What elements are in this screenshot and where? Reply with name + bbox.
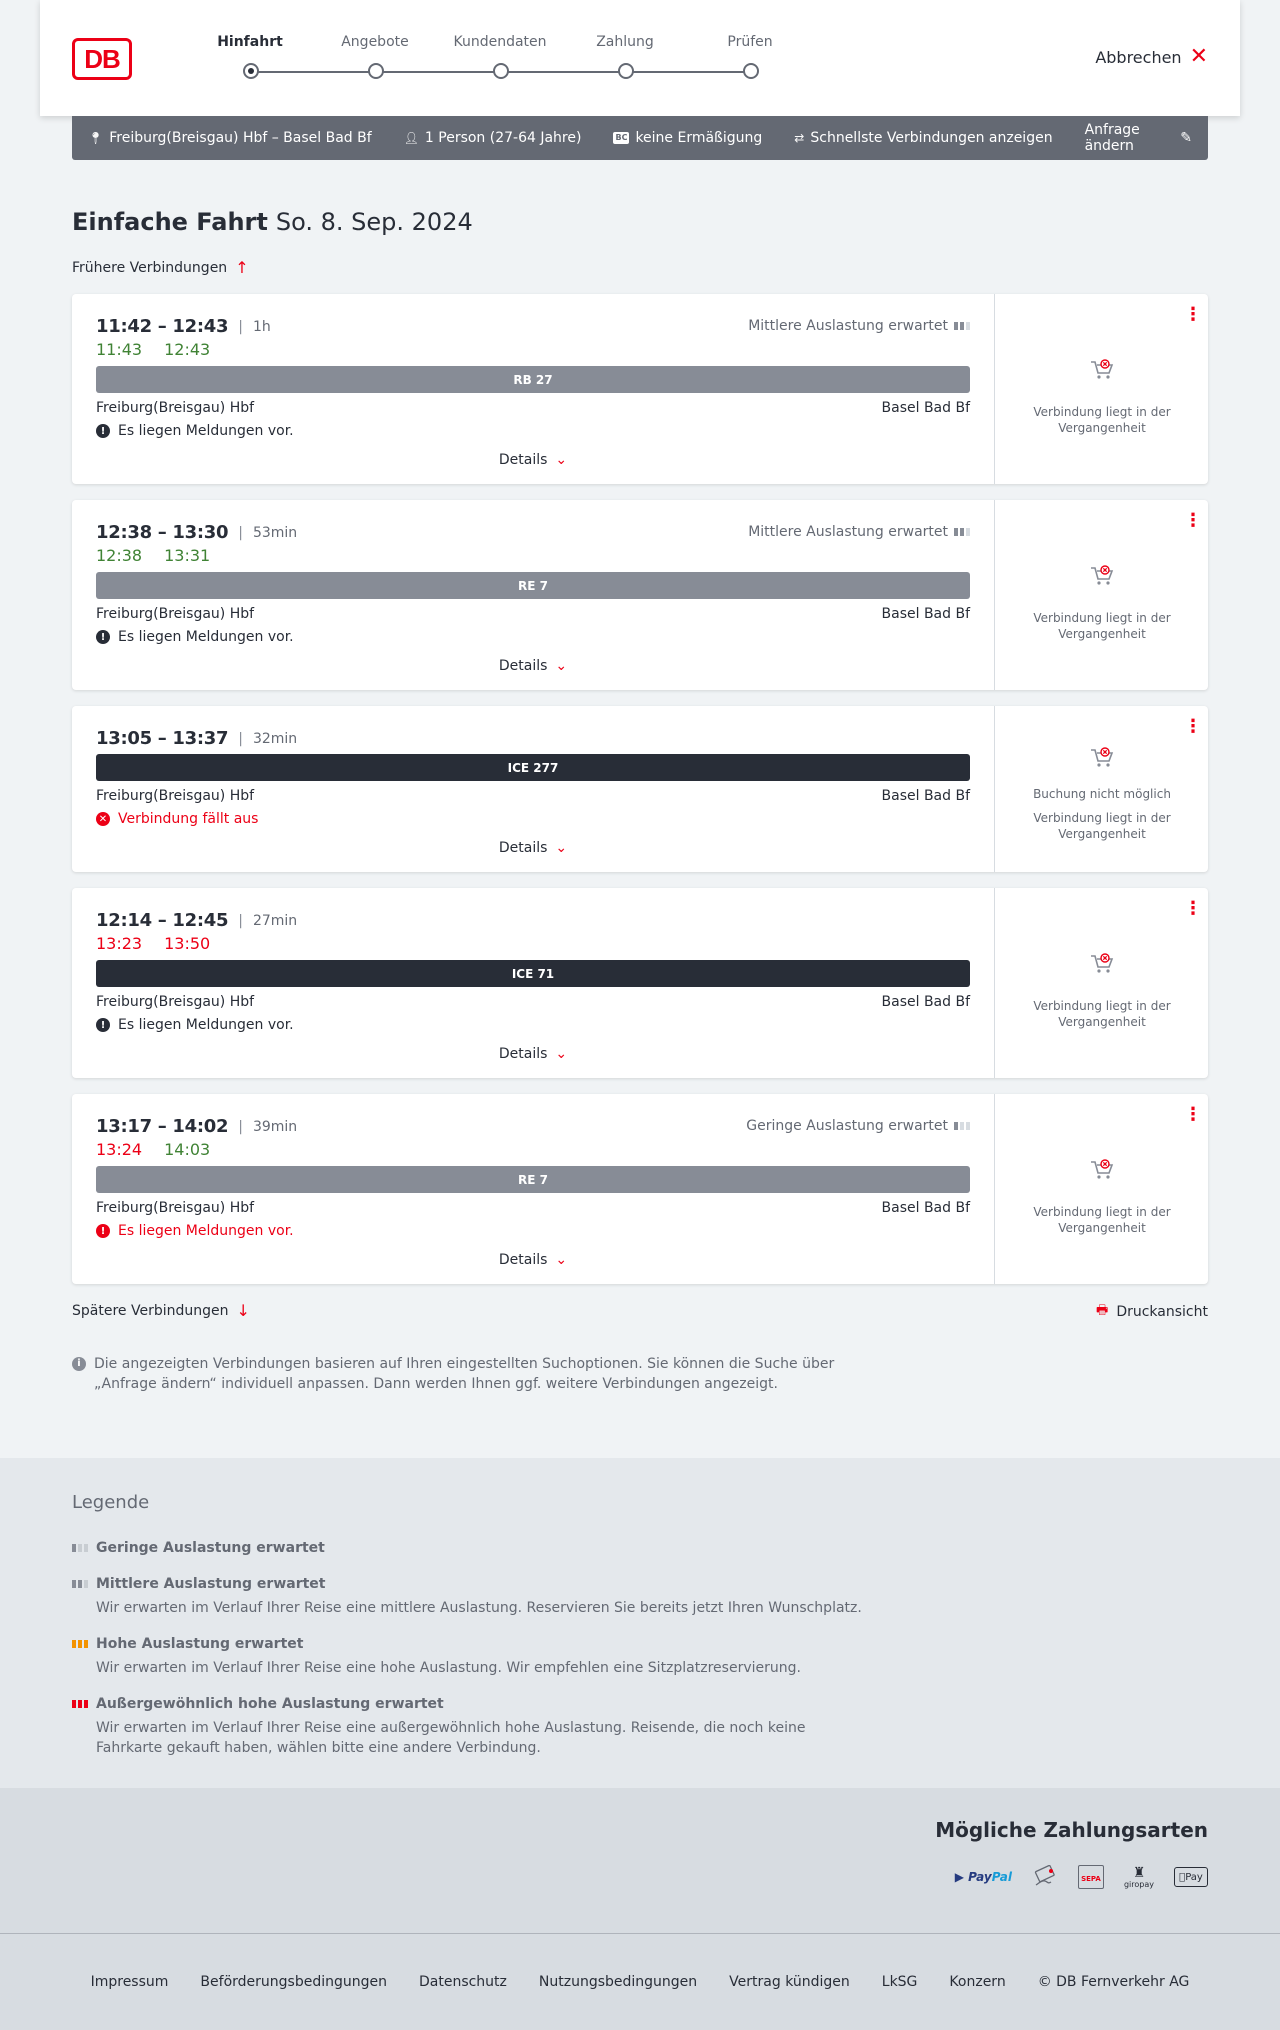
giropay-text: giropay bbox=[1123, 1879, 1154, 1889]
trip-type: Einfache Fahrt bbox=[72, 208, 268, 236]
details-label: Details bbox=[498, 1046, 548, 1062]
step-angebote bbox=[325, 34, 425, 54]
realtime-times bbox=[96, 340, 232, 359]
realtime-arrival: 12:43 bbox=[164, 340, 211, 359]
planned-times bbox=[96, 1116, 297, 1137]
departure-station: Freiburg(Breisgau) Hbf bbox=[96, 606, 255, 622]
arrival-station: Basel Bad Bf bbox=[881, 400, 970, 416]
change-request-label: Anfrage ändern bbox=[1084, 122, 1140, 154]
payment-methods-section bbox=[0, 1788, 1280, 1933]
giropay-icon: ♜ giropay bbox=[1123, 1864, 1154, 1889]
paypal-text-a: Pay bbox=[968, 1870, 992, 1884]
credit-card-icon bbox=[1032, 1864, 1058, 1890]
footer-link-impressum[interactable]: Impressum bbox=[90, 1974, 169, 1990]
booking-status-text: Verbindung liegt in der Vergangenheit bbox=[1033, 405, 1171, 435]
legend-item-medium bbox=[72, 1576, 872, 1618]
realtime-times bbox=[96, 1140, 232, 1159]
db-logo[interactable]: DB bbox=[72, 38, 132, 80]
exclamation-icon: ! bbox=[96, 630, 110, 644]
close-icon: ✕ bbox=[1189, 44, 1208, 69]
planned-times bbox=[96, 910, 297, 931]
footer-link-lksg[interactable]: LkSG bbox=[881, 1974, 918, 1990]
info-text: Die angezeigten Verbindungen basieren auf Ihren eingestellten Suchoptionen. Sie können die Suche über „Anfrage ändern“ individuell anpassen. Dann werden Ihnen ggf. weitere Verbindungen angezeigt. bbox=[94, 1356, 835, 1392]
step-dot bbox=[368, 63, 384, 79]
occupancy-very-high-icon bbox=[72, 1700, 88, 1708]
legend-item-title: Geringe Auslastung erwartet bbox=[96, 1540, 325, 1556]
realtime-times bbox=[96, 934, 232, 953]
progress-steps bbox=[210, 34, 790, 84]
step-label: Kundendaten bbox=[453, 34, 547, 50]
separator: | bbox=[238, 730, 243, 747]
connection-main bbox=[72, 500, 994, 690]
legend-item-desc: Wir erwarten im Verlauf Ihrer Reise eine mittlere Auslastung. Reservieren Sie bereits jetzt Ihren Wunschplatz. bbox=[96, 1600, 862, 1616]
booking-panel bbox=[994, 294, 1208, 484]
departure-station: Freiburg(Breisgau) Hbf bbox=[96, 994, 255, 1010]
booking-status bbox=[995, 356, 1209, 436]
apple-pay-icon bbox=[1174, 1867, 1208, 1887]
step-label: Angebote bbox=[341, 34, 409, 50]
more-options-icon[interactable]: ⋮ bbox=[1184, 716, 1202, 737]
occupancy-text: Mittlere Auslastung erwartet bbox=[748, 318, 948, 334]
arrow-up-icon: ↑ bbox=[235, 258, 249, 277]
planned-time-range: 13:17 – 14:02 bbox=[96, 1116, 229, 1137]
footer-link-konzern[interactable]: Konzern bbox=[949, 1974, 1006, 1990]
passenger-text: 1 Person (27-64 Jahre) bbox=[424, 130, 582, 146]
arrival-station: Basel Bad Bf bbox=[881, 1200, 970, 1216]
stations bbox=[96, 400, 970, 416]
stations bbox=[96, 606, 970, 622]
more-options-icon[interactable]: ⋮ bbox=[1184, 1104, 1202, 1125]
sepa-text: SEPA bbox=[1081, 1874, 1101, 1883]
connection-message bbox=[96, 1017, 294, 1033]
connection-message bbox=[96, 629, 294, 645]
booking-panel bbox=[994, 500, 1208, 690]
details-label: Details bbox=[498, 658, 548, 674]
planned-times bbox=[96, 728, 297, 749]
fastest-text: Schnellste Verbindungen anzeigen bbox=[810, 130, 1053, 146]
chevron-down-icon: ⌄ bbox=[555, 1252, 568, 1268]
train-name: ICE 71 bbox=[511, 966, 555, 981]
legend-item-very-high bbox=[72, 1696, 872, 1758]
trip-date: So. 8. Sep. 2024 bbox=[275, 208, 473, 236]
change-request-button[interactable] bbox=[1085, 122, 1192, 154]
train-bar[interactable] bbox=[96, 960, 970, 987]
booking-status bbox=[995, 950, 1209, 1030]
info-icon: i bbox=[72, 1357, 86, 1371]
train-bar[interactable] bbox=[96, 572, 970, 599]
earlier-connections-link[interactable] bbox=[72, 258, 249, 277]
booking-status-text: Verbindung liegt in der Vergangenheit bbox=[1033, 611, 1171, 641]
booking-status bbox=[995, 562, 1209, 642]
paypal-text-b: Pal bbox=[991, 1870, 1012, 1884]
legend-item-title: Hohe Auslastung erwartet bbox=[96, 1636, 304, 1652]
connection-message bbox=[96, 423, 294, 439]
train-bar[interactable] bbox=[96, 366, 970, 393]
search-summary-bar bbox=[72, 116, 1208, 160]
legend-section bbox=[0, 1458, 1280, 1788]
details-toggle[interactable] bbox=[72, 452, 994, 468]
footer-link-befoerderungsbedingungen[interactable]: Beförderungsbedingungen bbox=[200, 1974, 387, 1990]
connection-card[interactable] bbox=[72, 706, 1208, 872]
booking-panel bbox=[994, 706, 1208, 872]
more-options-icon[interactable]: ⋮ bbox=[1184, 898, 1202, 919]
chevron-down-icon: ⌄ bbox=[555, 1046, 568, 1062]
more-options-icon[interactable]: ⋮ bbox=[1184, 510, 1202, 531]
details-label: Details bbox=[498, 1252, 548, 1268]
cancel-button[interactable] bbox=[1095, 46, 1208, 68]
booking-panel bbox=[994, 888, 1208, 1078]
connection-card[interactable] bbox=[72, 888, 1208, 1078]
booking-status-text: Verbindung liegt in der Vergangenheit bbox=[1033, 1205, 1171, 1235]
swap-arrows-icon: ⇄ bbox=[794, 131, 805, 145]
printer-icon: 🖶︎ bbox=[1096, 1303, 1109, 1318]
page-title bbox=[72, 208, 473, 236]
step-label: Zahlung bbox=[596, 34, 654, 50]
planned-times bbox=[96, 316, 271, 337]
booking-status-text: Verbindung liegt in der Vergangenheit bbox=[1033, 811, 1171, 841]
payment-icons bbox=[955, 1862, 1208, 1892]
occupancy-medium-icon bbox=[72, 1580, 88, 1588]
message-text: Es liegen Meldungen vor. bbox=[118, 1017, 294, 1033]
copyright: © DB Fernverkehr AG bbox=[1037, 1974, 1190, 1990]
occupancy-text: Mittlere Auslastung erwartet bbox=[748, 524, 948, 540]
realtime-arrival: 13:31 bbox=[164, 546, 211, 565]
footer-link-vertrag-kuendigen[interactable]: Vertrag kündigen bbox=[729, 1974, 850, 1990]
search-info-note bbox=[72, 1354, 852, 1394]
message-text: Es liegen Meldungen vor. bbox=[118, 423, 294, 439]
realtime-times bbox=[96, 546, 232, 565]
legend-item-title: Außergewöhnlich hohe Auslastung erwartet bbox=[96, 1696, 444, 1712]
route-summary bbox=[88, 130, 372, 146]
planned-time-range: 13:05 – 13:37 bbox=[96, 728, 229, 749]
connection-main bbox=[72, 888, 994, 1078]
step-hinfahrt bbox=[200, 34, 300, 54]
cart-unavailable-icon bbox=[1088, 744, 1116, 772]
arrival-station: Basel Bad Bf bbox=[881, 994, 970, 1010]
details-label: Details bbox=[498, 452, 548, 468]
realtime-departure: 12:38 bbox=[96, 546, 143, 565]
cancel-label: Abbrechen bbox=[1095, 47, 1182, 67]
connection-main bbox=[72, 706, 994, 872]
arrival-station: Basel Bad Bf bbox=[881, 606, 970, 622]
message-text: Verbindung fällt aus bbox=[118, 811, 259, 827]
cart-unavailable-icon bbox=[1088, 950, 1116, 978]
occupancy-low-icon bbox=[954, 1122, 970, 1130]
passenger-summary bbox=[404, 130, 582, 146]
details-toggle[interactable] bbox=[72, 658, 994, 674]
discount-text: keine Ermäßigung bbox=[635, 130, 763, 146]
connection-card[interactable] bbox=[72, 500, 1208, 690]
booking-status-text: Verbindung liegt in der Vergangenheit bbox=[1033, 999, 1171, 1029]
departure-station: Freiburg(Breisgau) Hbf bbox=[96, 1200, 255, 1216]
train-name: RE 7 bbox=[518, 1172, 548, 1187]
departure-station: Freiburg(Breisgau) Hbf bbox=[96, 400, 255, 416]
exclamation-icon: ! bbox=[96, 1018, 110, 1032]
occupancy-medium-icon bbox=[954, 528, 970, 536]
booking-status bbox=[995, 1156, 1209, 1236]
occupancy-text: Geringe Auslastung erwartet bbox=[746, 1118, 948, 1134]
planned-time-range: 11:42 – 12:43 bbox=[96, 316, 229, 337]
legend-title: Legende bbox=[72, 1492, 150, 1513]
paypal-icon: ▶ Pay Pal bbox=[954, 1870, 1012, 1884]
footer-link-nutzungsbedingungen[interactable]: Nutzungsbedingungen bbox=[538, 1974, 698, 1990]
print-view-link[interactable] bbox=[1096, 1301, 1208, 1323]
chevron-down-icon: ⌄ bbox=[555, 452, 568, 468]
occupancy-high-icon bbox=[72, 1640, 88, 1648]
cart-unavailable-icon bbox=[1088, 1156, 1116, 1184]
planned-time-range: 12:14 – 12:45 bbox=[96, 910, 229, 931]
message-text: Es liegen Meldungen vor. bbox=[118, 629, 294, 645]
duration: 53min bbox=[252, 524, 298, 541]
realtime-departure: 13:24 bbox=[96, 1140, 143, 1159]
occupancy-info bbox=[746, 1118, 970, 1134]
occupancy-low-icon bbox=[72, 1544, 88, 1552]
cart-unavailable-icon bbox=[1088, 562, 1116, 590]
cancelled-icon: ✕ bbox=[96, 812, 110, 826]
occupancy-medium-icon bbox=[954, 322, 970, 330]
step-label: Hinfahrt bbox=[217, 34, 283, 50]
booking-status bbox=[995, 744, 1209, 842]
realtime-departure: 11:43 bbox=[96, 340, 143, 359]
step-kundendaten bbox=[450, 34, 550, 54]
details-label: Details bbox=[498, 840, 548, 856]
legend-item-desc: Wir erwarten im Verlauf Ihrer Reise eine hohe Auslastung. Wir empfehlen eine Sitzplatzreservierung. bbox=[96, 1660, 801, 1676]
realtime-arrival: 14:03 bbox=[164, 1140, 211, 1159]
arrival-station: Basel Bad Bf bbox=[881, 788, 970, 804]
bahncard-icon: BC bbox=[615, 133, 628, 142]
cart-unavailable-icon bbox=[1088, 356, 1116, 384]
chevron-down-icon: ⌄ bbox=[555, 658, 568, 674]
later-label: Spätere Verbindungen bbox=[72, 1302, 229, 1319]
connection-main bbox=[72, 294, 994, 484]
connection-main bbox=[72, 1094, 994, 1284]
train-bar[interactable] bbox=[96, 754, 970, 781]
step-dot-active bbox=[243, 63, 259, 79]
step-dot bbox=[618, 63, 634, 79]
legend-item-title: Mittlere Auslastung erwartet bbox=[96, 1576, 326, 1592]
connection-card[interactable] bbox=[72, 1094, 1208, 1284]
duration: 1h bbox=[252, 318, 271, 335]
earlier-label: Frühere Verbindungen bbox=[72, 259, 228, 276]
separator: | bbox=[238, 1118, 243, 1135]
step-label: Prüfen bbox=[727, 34, 773, 50]
separator: | bbox=[238, 318, 243, 335]
connection-message bbox=[96, 1223, 294, 1239]
location-pin-icon: 📍︎ bbox=[88, 131, 104, 145]
pencil-icon: ✎ bbox=[1180, 130, 1192, 146]
person-icon: 👤︎ bbox=[403, 131, 419, 145]
train-name: RB 27 bbox=[513, 372, 553, 387]
connection-card[interactable] bbox=[72, 294, 1208, 484]
print-label: Druckansicht bbox=[1116, 1304, 1208, 1320]
applepay-text: Pay bbox=[1182, 1871, 1200, 1883]
connection-message bbox=[96, 811, 258, 827]
step-pruefen bbox=[700, 34, 800, 54]
train-name: RE 7 bbox=[518, 578, 548, 593]
stations bbox=[96, 994, 970, 1010]
details-toggle[interactable] bbox=[72, 1046, 994, 1062]
legend-item-low bbox=[72, 1540, 872, 1556]
discount-summary bbox=[613, 130, 762, 146]
duration: 39min bbox=[252, 1118, 298, 1135]
stations bbox=[96, 788, 970, 804]
step-zahlung bbox=[575, 34, 675, 54]
planned-times bbox=[96, 522, 297, 543]
header bbox=[40, 0, 1240, 116]
duration: 27min bbox=[252, 912, 298, 929]
train-bar[interactable] bbox=[96, 1166, 970, 1193]
message-text: Es liegen Meldungen vor. bbox=[118, 1223, 294, 1239]
departure-station: Freiburg(Breisgau) Hbf bbox=[96, 788, 255, 804]
booking-panel bbox=[994, 1094, 1208, 1284]
later-connections-link[interactable] bbox=[72, 1301, 250, 1320]
duration: 32min bbox=[252, 730, 298, 747]
exclamation-icon: ! bbox=[96, 424, 110, 438]
legend-item-high bbox=[72, 1636, 872, 1678]
fastest-option bbox=[794, 130, 1052, 146]
more-options-icon[interactable]: ⋮ bbox=[1184, 304, 1202, 325]
realtime-departure: 13:23 bbox=[96, 934, 143, 953]
sepa-icon bbox=[1078, 1865, 1104, 1889]
chevron-down-icon: ⌄ bbox=[555, 840, 568, 856]
separator: | bbox=[238, 912, 243, 929]
details-toggle[interactable] bbox=[72, 1252, 994, 1268]
planned-time-range: 12:38 – 13:30 bbox=[96, 522, 229, 543]
footer bbox=[0, 1933, 1280, 2030]
payment-title: Mögliche Zahlungsarten bbox=[935, 1818, 1208, 1842]
train-name: ICE 277 bbox=[507, 760, 559, 775]
separator: | bbox=[238, 524, 243, 541]
realtime-arrival: 13:50 bbox=[164, 934, 211, 953]
details-toggle[interactable] bbox=[72, 840, 994, 856]
booking-unavailable-text: Buchung nicht möglich bbox=[1033, 787, 1171, 801]
step-dot bbox=[493, 63, 509, 79]
occupancy-info bbox=[748, 318, 970, 334]
occupancy-info bbox=[748, 524, 970, 540]
route-text: Freiburg(Breisgau) Hbf – Basel Bad Bf bbox=[109, 130, 372, 146]
legend-item-desc: Wir erwarten im Verlauf Ihrer Reise eine außergewöhnlich hohe Auslastung. Reisende, die noch keine Fahrkarte gekauft haben, wählen bitte eine andere Verbindung. bbox=[96, 1720, 806, 1756]
step-dot bbox=[743, 63, 759, 79]
footer-link-datenschutz[interactable]: Datenschutz bbox=[418, 1974, 507, 1990]
arrow-down-icon: ↓ bbox=[236, 1301, 250, 1320]
exclamation-icon: ! bbox=[96, 1224, 110, 1238]
stations bbox=[96, 1200, 970, 1216]
